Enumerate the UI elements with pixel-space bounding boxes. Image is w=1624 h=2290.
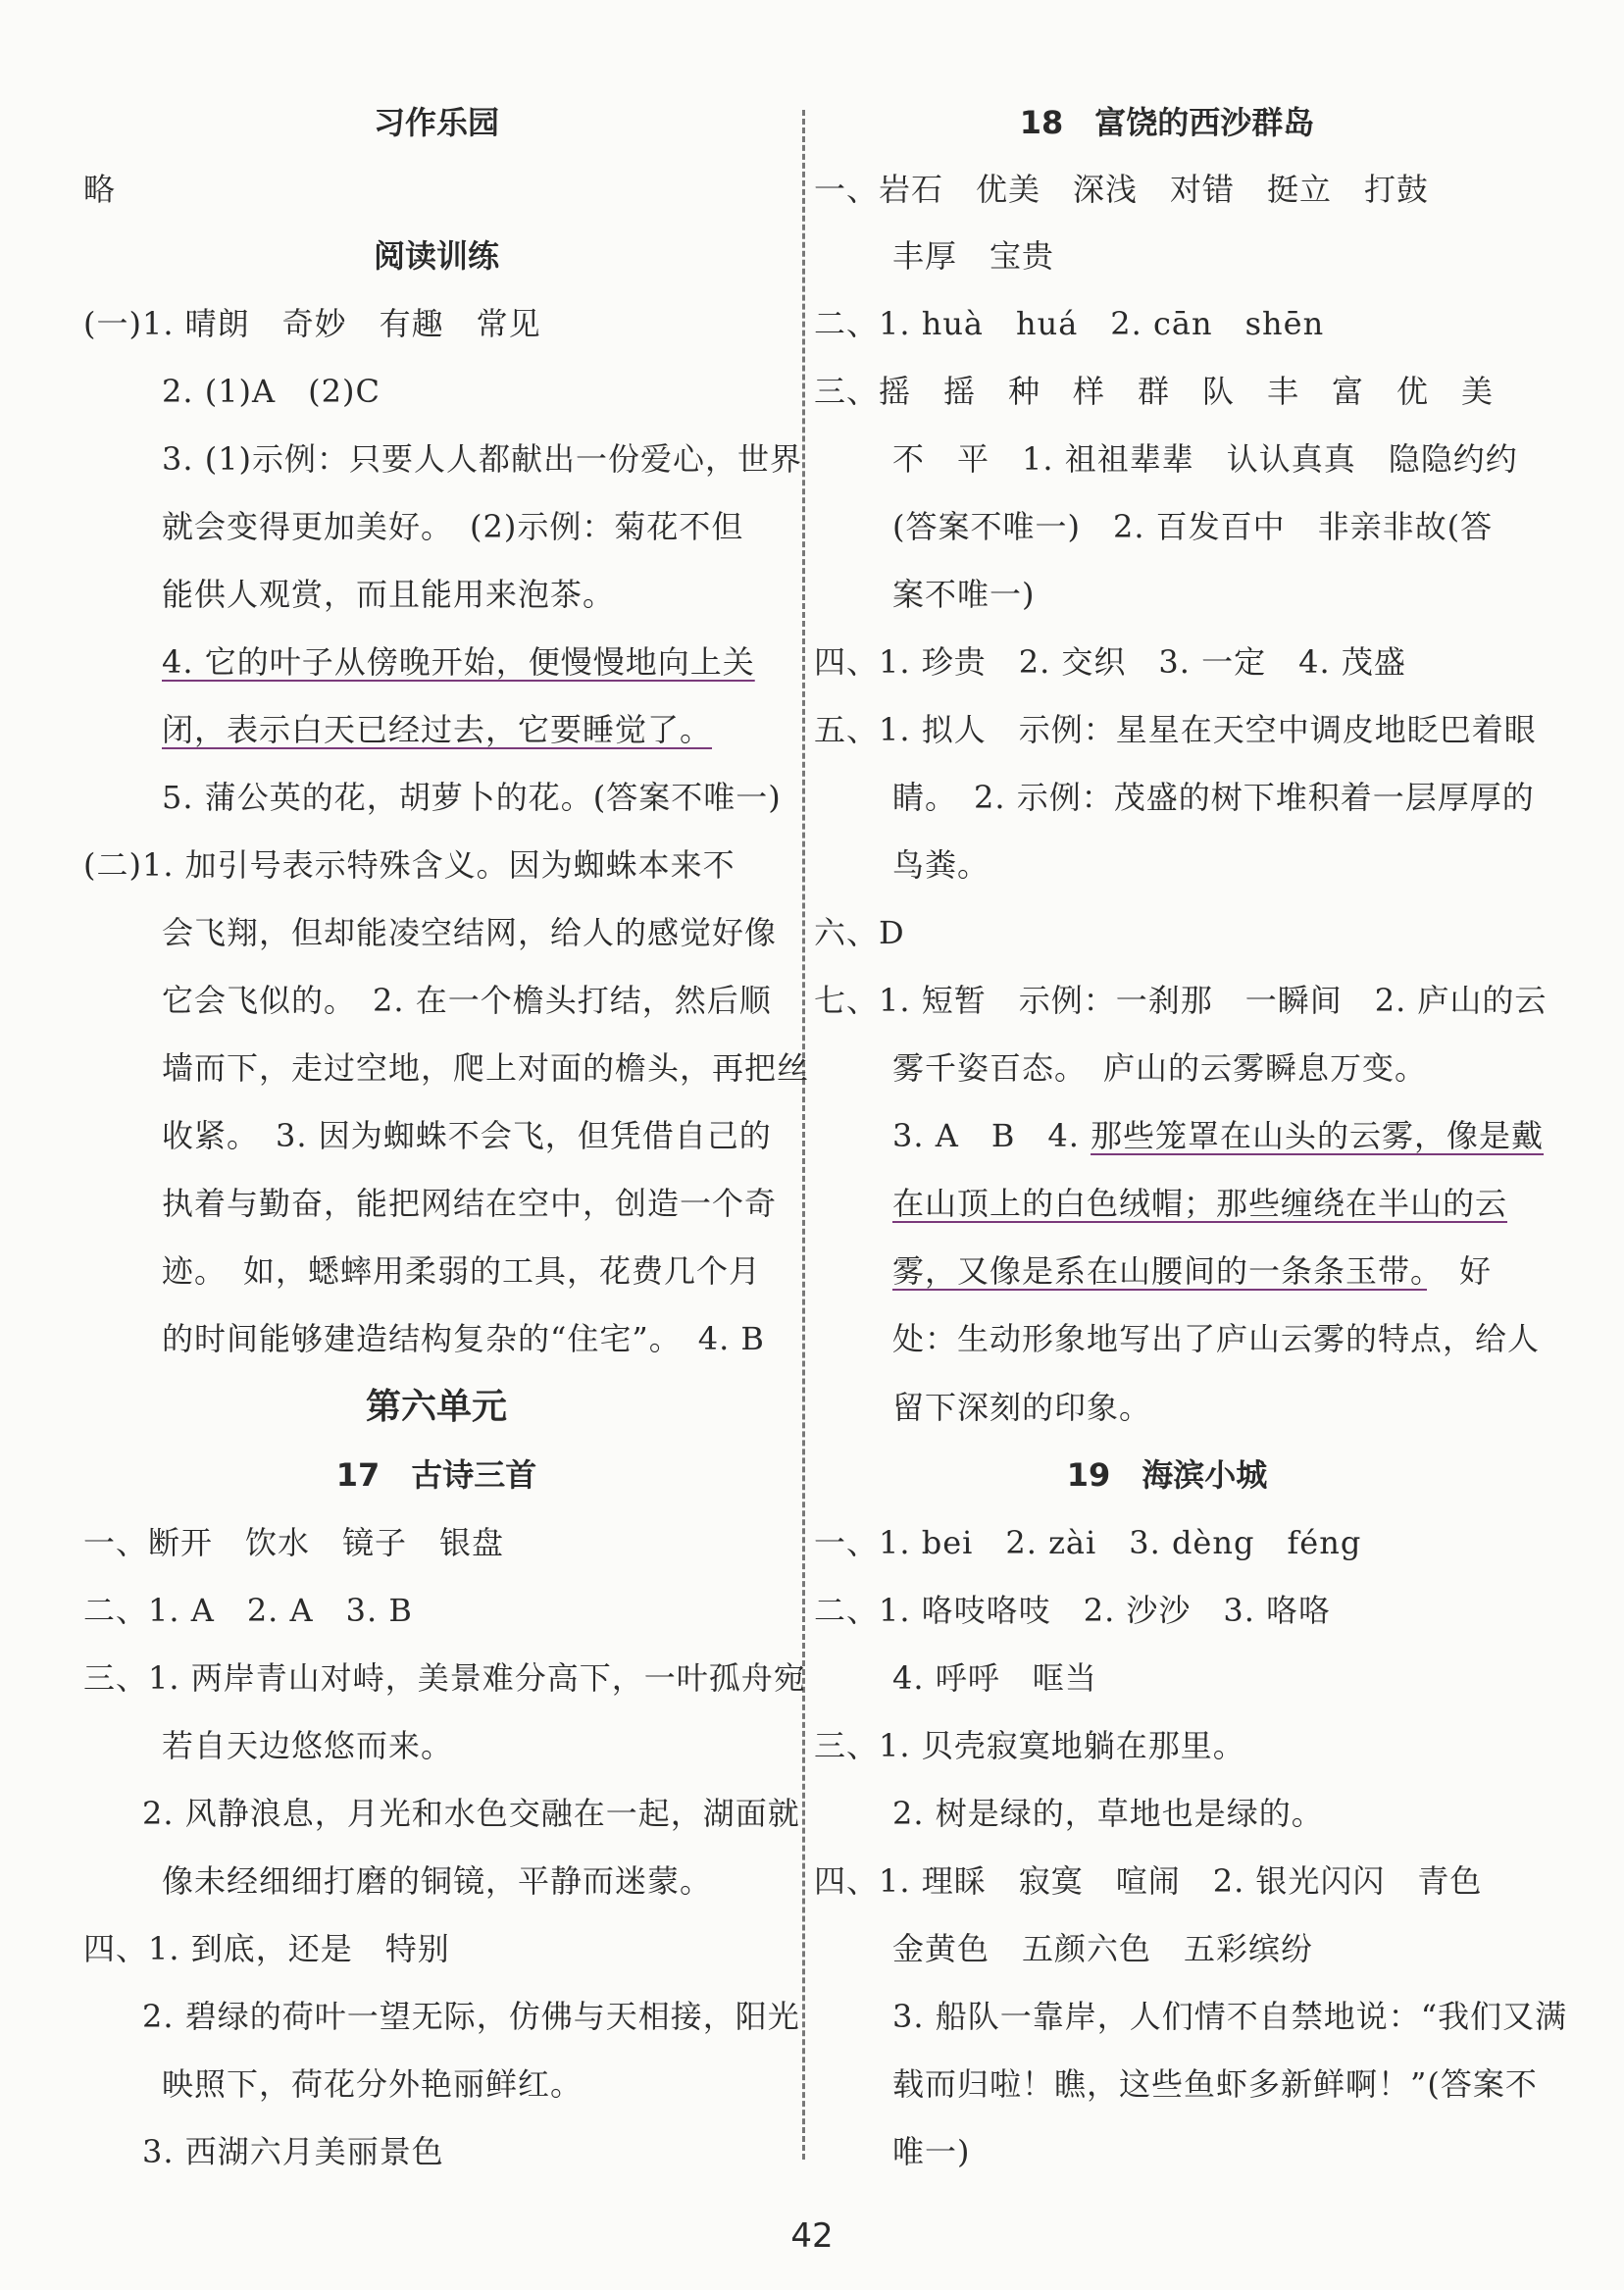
answer-line: 雾千姿百态。 庐山的云雾瞬息万变。 — [892, 1049, 1428, 1087]
answer-line: 执着与勤奋，能把网结在空中，创造一个奇 — [162, 1185, 778, 1222]
answer-line: 它会飞似的。 2. 在一个檐头打结，然后顺 — [162, 982, 772, 1019]
answer-line: 四、1. 珍贵 2. 交织 3. 一定 4. 茂盛 — [814, 643, 1406, 681]
answer-line: 2. (1)A (2)C — [162, 373, 381, 410]
page-number: 42 — [790, 2216, 834, 2256]
answer-line: 载而归啦！瞧，这些鱼虾多新鲜啊！”(答案不 — [892, 2065, 1538, 2103]
answer-line: 墙而下，走过空地，爬上对面的檐头，再把丝 — [162, 1049, 810, 1087]
answer-line: 四、1. 到底，还是 特别 — [83, 1930, 450, 1967]
answer-line: 一、岩石 优美 深浅 对错 挺立 打鼓 — [814, 171, 1430, 208]
answer-line: 会飞翔，但却能凌空结网，给人的感觉好像 — [162, 914, 778, 951]
answer-line-underlined: 在山顶上的白色绒帽；那些缠绕在半山的云 — [892, 1185, 1508, 1222]
answer-line-underlined: 闭，表示白天已经过去，它要睡觉了。 — [162, 711, 713, 748]
answer-line: 2. 碧绿的荷叶一望无际，仿佛与天相接，阳光 — [142, 1998, 800, 2035]
answer-line: 3. 西湖六月美丽景色 — [142, 2133, 444, 2170]
answer-line: 案不唯一) — [892, 576, 1036, 613]
answer-line: 3. 船队一靠岸，人们情不自禁地说：“我们又满 — [892, 1998, 1568, 2035]
answer-line: 丰厚 宝贵 — [892, 237, 1055, 275]
answer-line: 像未经细细打磨的铜镜，平静而迷蒙。 — [162, 1862, 713, 1900]
answer-line-mixed: 雾，又像是系在山腰间的一条条玉带。 好 — [892, 1252, 1493, 1290]
answer-line: 唯一) — [892, 2133, 971, 2170]
answer-line: 2. 风静浪息，月光和水色交融在一起，湖面就 — [142, 1795, 800, 1832]
answer-line: 睛。 2. 示例：茂盛的树下堆积着一层厚厚的 — [892, 779, 1535, 816]
answer-line: 能供人观赏，而且能用来泡茶。 — [162, 576, 616, 613]
column-divider — [802, 110, 805, 2160]
answer-line: 5. 蒲公英的花，胡萝卜的花。(答案不唯一) — [162, 779, 782, 816]
section-heading-yuedu: 阅读训练 — [373, 237, 499, 275]
answer-line: 2. 树是绿的，草地也是绿的。 — [892, 1795, 1324, 1832]
lesson-heading-19: 19 海滨小城 — [1066, 1456, 1268, 1494]
answer-line: 二、1. 咯吱咯吱 2. 沙沙 3. 咯咯 — [814, 1592, 1332, 1629]
answer-line: 三、摇 摇 种 样 群 队 丰 富 优 美 — [814, 373, 1495, 410]
section-heading-xizuo: 习作乐园 — [373, 104, 499, 141]
answer-line: 映照下，荷花分外艳丽鲜红。 — [162, 2065, 584, 2103]
answer-line: 五、1. 拟人 示例：星星在天空中调皮地眨巴着眼 — [814, 711, 1537, 748]
answer-line: 四、1. 理睬 寂寞 喧闹 2. 银光闪闪 青色 — [814, 1862, 1483, 1900]
answer-line: 3. (1)示例：只要人人都献出一份爱心，世界 — [162, 440, 803, 478]
lesson-heading-17: 17 古诗三首 — [335, 1456, 537, 1494]
answer-line: 二、1. huà huá 2. cān shēn — [814, 305, 1325, 342]
answer-line: (二)1. 加引号表示特殊含义。因为蜘蛛本来不 — [83, 846, 736, 884]
lesson-heading-18: 18 富饶的西沙群岛 — [1019, 104, 1315, 141]
answer-line: 鸟粪。 — [892, 846, 990, 884]
answer-line: 迹。 如，蟋蟀用柔弱的工具，花费几个月 — [162, 1252, 762, 1290]
answer-line: (一)1. 晴朗 奇妙 有趣 常见 — [83, 305, 541, 342]
answer-line-underlined: 4. 它的叶子从傍晚开始，便慢慢地向上关 — [162, 643, 755, 681]
answer-line: 金黄色 五颜六色 五彩缤纷 — [892, 1930, 1314, 1967]
answer-line: 一、断开 饮水 镜子 银盘 — [83, 1524, 505, 1561]
answer-line: 不 平 1. 祖祖辈辈 认认真真 隐隐约约 — [892, 440, 1518, 478]
answer-line: 若自天边悠悠而来。 — [162, 1727, 454, 1764]
answer-line: 三、1. 贝壳寂寞地躺在那里。 — [814, 1727, 1245, 1764]
answer-line: 七、1. 短暂 示例：一刹那 一瞬间 2. 庐山的云 — [814, 982, 1548, 1019]
answer-line-mixed: 3. A B 4. 那些笼罩在山头的云雾，像是戴 — [892, 1117, 1545, 1154]
answer-line: 处：生动形象地写出了庐山云雾的特点，给人 — [892, 1320, 1541, 1357]
answer-line: (答案不唯一) 2. 百发百中 非亲非故(答 — [892, 508, 1494, 545]
answer-line: 就会变得更加美好。 (2)示例：菊花不但 — [162, 508, 744, 545]
answer-line: 六、D — [814, 914, 905, 951]
answer-line: 三、1. 两岸青山对峙，美景难分高下，一叶孤舟宛 — [83, 1659, 806, 1697]
answer-line: 一、1. bei 2. zài 3. dèng féng — [814, 1524, 1362, 1561]
answer-line: 二、1. A 2. A 3. B — [83, 1592, 413, 1629]
unit-heading: 第六单元 — [365, 1387, 507, 1427]
answer-line: 略 — [83, 171, 117, 208]
answer-line: 留下深刻的印象。 — [892, 1389, 1152, 1426]
answer-line: 的时间能够建造结构复杂的“住宅”。 4. B — [162, 1320, 765, 1357]
answer-line: 收紧。 3. 因为蜘蛛不会飞，但凭借自己的 — [162, 1117, 772, 1154]
answer-line: 4. 呼呼 哐当 — [892, 1659, 1097, 1697]
